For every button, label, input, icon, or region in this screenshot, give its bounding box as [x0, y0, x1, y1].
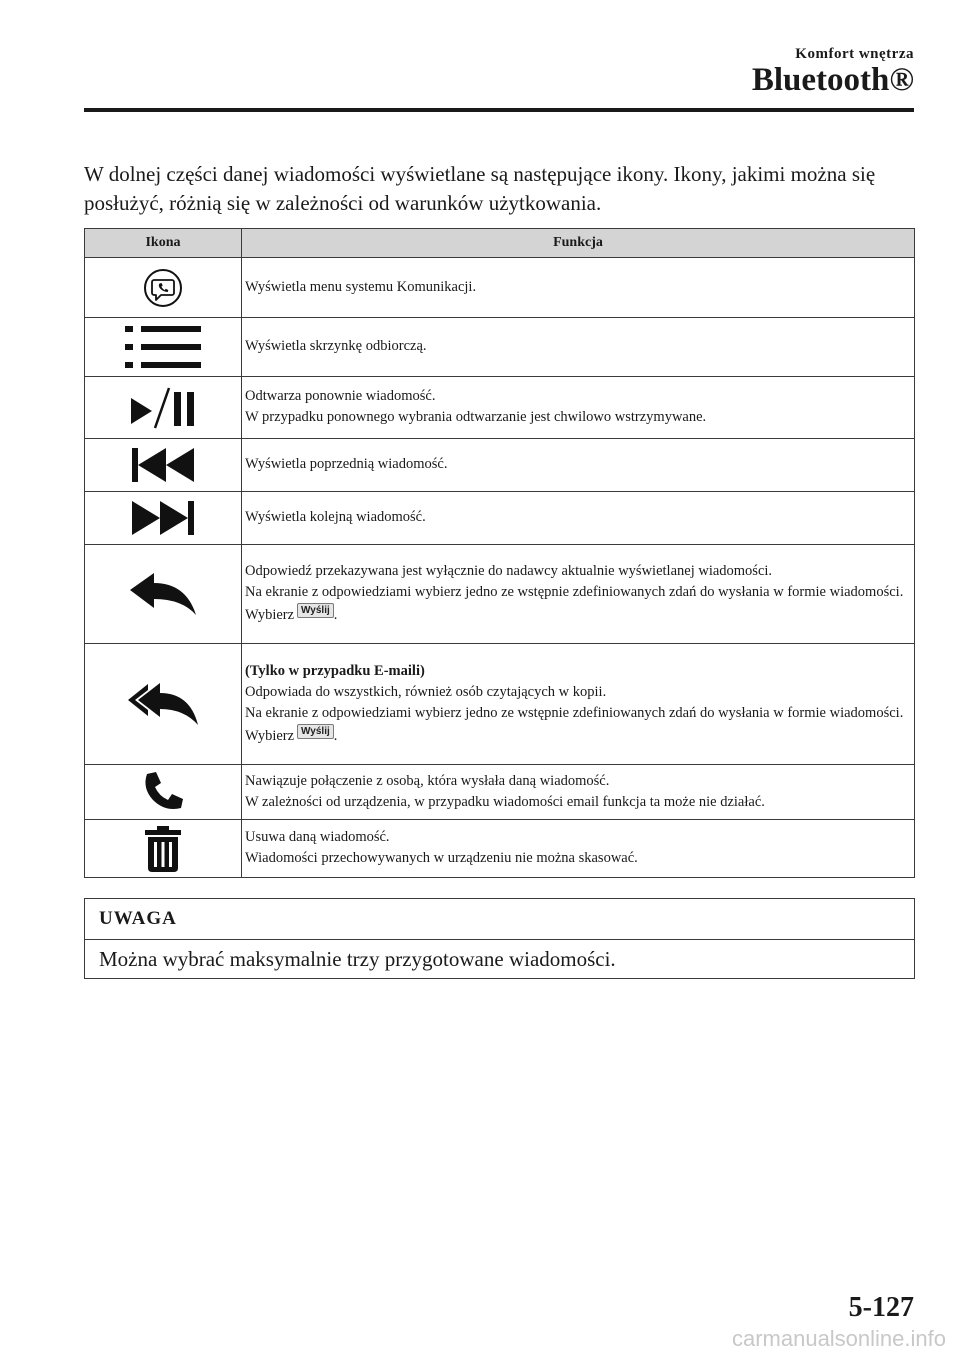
icon-function-table [84, 228, 915, 878]
table-row [85, 492, 915, 545]
table-row [85, 545, 915, 644]
reply-all-icon [126, 679, 200, 729]
function-text: W przypadku ponownego wybrania odtwarzanie jest chwilowo wstrzymywane. [245, 409, 707, 425]
note-box [84, 898, 915, 979]
function-text: Odpowiada do wszystkich, również osób czytających w kopii. [245, 683, 607, 700]
table-row [85, 439, 915, 492]
select-line: Wybierz Wyślij . [245, 725, 338, 744]
table-row [85, 258, 915, 318]
send-button-reference: Wyślij [297, 603, 334, 618]
function-text: Wyświetla kolejną wiadomość. [245, 509, 426, 525]
table-row [85, 644, 915, 765]
header-rule [84, 108, 914, 112]
communication-menu-icon [143, 268, 183, 308]
note-title: UWAGA [85, 899, 914, 940]
function-text: W zależności od urządzenia, w przypadku wiadomości email funkcja ta może nie działać. [245, 793, 765, 810]
select-prefix: Wybierz [245, 607, 295, 623]
table-row [85, 820, 915, 878]
function-text: Na ekranie z odpowiedziami wybierz jedno ze wstępnie zdefiniowanych zdań do wysłania w formie wiadomości. [245, 704, 904, 721]
email-only-note: (Tylko w przypadku E-maili) [245, 662, 425, 679]
note-text: Można wybrać maksymalnie trzy przygotowane wiadomości. [99, 947, 616, 971]
table-header-row [85, 229, 915, 258]
list-icon [123, 324, 203, 370]
reply-icon [128, 570, 198, 618]
table-row [85, 318, 915, 377]
send-button-reference: Wyślij [297, 724, 334, 739]
function-text: Wyświetla poprzednią wiadomość. [245, 456, 448, 472]
function-text: Wyświetla skrzynkę odbiorczą. [245, 338, 427, 354]
column-header-icon: Ikona [85, 229, 242, 258]
next-track-icon [130, 498, 196, 538]
function-text: Nawiązuje połączenie z osobą, która wysłała daną wiadomość. [245, 772, 610, 789]
table-row [85, 377, 915, 439]
phone-icon [141, 770, 185, 814]
page-number: 5-127 [848, 1292, 914, 1323]
select-line: Wybierz Wyślij . [245, 605, 338, 623]
page-title: Bluetooth® [751, 62, 914, 98]
section-label: Komfort wnętrza [795, 46, 914, 62]
function-text: Odpowiedź przekazywana jest wyłącznie do nadawcy aktualnie wyświetlanej wiadomości. [245, 563, 773, 579]
previous-track-icon [130, 445, 196, 485]
function-text: Wyświetla menu systemu Komunikacji. [245, 278, 477, 295]
trash-icon [143, 825, 183, 873]
intro-paragraph: W dolnej części danej wiadomości wyświetlane są następujące ikony. Ikony, jakimi można się posłużyć, różnią się w zależności od warunków użytkowania. [84, 162, 876, 215]
function-text: Wiadomości przechowywanych w urządzeniu nie można skasować. [245, 850, 638, 866]
function-text: Odtwarza ponownie wiadomość. [245, 388, 436, 404]
function-text: Usuwa daną wiadomość. [245, 829, 390, 845]
select-prefix: Wybierz [245, 727, 295, 744]
watermark: carmanualsonline.info [731, 1326, 946, 1351]
column-header-function: Funkcja [242, 229, 915, 258]
play-pause-icon [128, 384, 198, 432]
table-row [85, 765, 915, 820]
function-text: Na ekranie z odpowiedziami wybierz jedno ze wstępnie zdefiniowanych zdań do wysłania w formie wiadomości. [245, 584, 904, 600]
